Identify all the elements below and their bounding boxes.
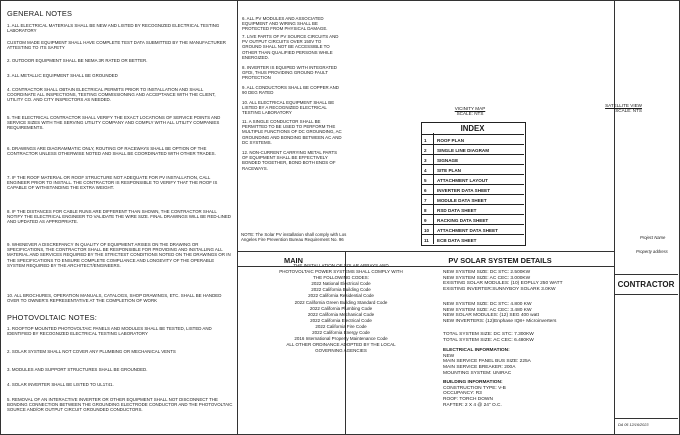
main-code-line: 2022 California Energy Code bbox=[312, 330, 370, 336]
electrical-info-heading: ELECTRICAL INFORMATION: bbox=[443, 348, 510, 353]
project-name: Project Name bbox=[640, 235, 666, 240]
pv-note-8: 8. INVERTER IS EQUIPED WITH INTEGRATED GFDI, THUS PROVIDING GROUND FAULT PROTECTION bbox=[242, 65, 337, 81]
general-note-6: 6. DRAWINGS ARE DIAGRAMMATIC ONLY, ROUTING OF RACEWAYS SHALL BE OPTION OF THE CONTRACTOR UNLESS OTHERWISE NOTED AND SHALL BE COORDINATED WITH OTHER TRADES. bbox=[7, 146, 216, 157]
satellite-view-scale: SCALE: NTS bbox=[615, 108, 642, 114]
pv-system-title: PV SOLAR SYSTEM DETAILS bbox=[448, 256, 552, 265]
vicinity-map-label: VICINITY MAP bbox=[454, 106, 486, 111]
general-note-8: 8. IF THE DISTANCES FOR CABLE RUNS ARE DIFFERENT THAN SHOWN, THE CONTRACTOR SHALL NOTIFY THE ELECTRICAL ENGINEER TO VALIDATE THE WIRE SIZE. FINAL DRAWINGS WILL BE RED-LINED AND UPDATED AS APPROPRIATE. bbox=[7, 209, 231, 225]
divider-title-block bbox=[614, 0, 615, 434]
index-title: INDEX bbox=[460, 124, 485, 133]
pv-note-6: 6. ALL PV MODULES AND ASSOCIATED EQUIPMENT AND WIRING SHALL BE PROTECTED FROM PHYSICAL DAMAGE. bbox=[242, 16, 328, 32]
general-note-2: 2. OUTDOOR EQUIPMENT SHALL BE NEMA 3R RATED OR BETTER. bbox=[7, 58, 148, 63]
main-code-line: THE FOLLOWING CODES: bbox=[313, 275, 369, 281]
index-row-number: 6 bbox=[424, 188, 427, 193]
pv-detail-line: NEW SYSTEM SIZE: AC CEC: 3.480 KW bbox=[443, 307, 532, 313]
property-address: Property address bbox=[636, 249, 668, 254]
pv-detail-line: NEW INVERTERS: (12)Enphase IQ8+ Microinverters bbox=[443, 319, 557, 325]
pv-detail-line: NEW SYSTEM SIZE: DC STC: 2.500KW bbox=[443, 270, 531, 275]
pv-note-2: 2. SOLAR SYSTEM SHALL NOT COVER ANY PLUMBING OR MECHANICAL VENTS bbox=[7, 349, 176, 354]
main-code-line: ALL OTHER ORDINANCE ADOPTED BY THE LOCAL bbox=[286, 342, 396, 348]
pv-detail-line: CONSTRUCTION TYPE: V-B bbox=[443, 385, 506, 391]
general-note-10: 10. ALL BROCHURES, OPERATION MANUALS, CATALOGS, SHOP DRAWINGS, ETC. SHALL BE HANDED OVER TO OWNER'S REPRESENTATIVE AT THE COMPLETION OF WORK bbox=[7, 293, 222, 304]
divider-main-top bbox=[237, 251, 614, 252]
main-code-line: PHOTOVOLTAIC POWER SYSTEMS SHALL COMPLY WITH bbox=[279, 269, 403, 275]
pv-detail-line: MAIN SERVICE PANEL BUS SIZE: 225A bbox=[443, 359, 531, 365]
index-row-number: 9 bbox=[424, 218, 427, 223]
photovoltaic-notes-heading: PHOTOVOLTAIC NOTES: bbox=[7, 313, 98, 322]
index-row-title: SITE PLAN bbox=[437, 168, 461, 173]
index-row-title: SIGNAGE bbox=[437, 158, 459, 163]
main-code-line: 2022 National Electrical Code bbox=[311, 281, 371, 287]
main-code-line: 2022 California Building Code bbox=[311, 287, 371, 293]
main-code-line: 2022 California Green Building Standard Code bbox=[294, 299, 388, 305]
pv-note-12: 12. NON-CURRENT CARRYING METAL PARTS OF EQUIPMENT SHALL BE EFFECTIVELY BONDED TOGETHER, BOND BOTH ENDS OF RACEWAYS. bbox=[242, 150, 338, 171]
pv-notes-column bbox=[237, 0, 345, 435]
vicinity-map-scale: SCALE: NTS bbox=[456, 111, 484, 117]
pv-note-1: 1. ROOFTOP MOUNTED PHOTOVOLTAIC PANELS AND MODULES SHALL BE TESTED, LISTED AND IDENTIFIED BY RECOGNIZED ELECTRICAL TESTING LABORATORY bbox=[7, 326, 212, 337]
contractor-bottom-line bbox=[614, 294, 678, 295]
vicinity-map-caption bbox=[440, 106, 500, 116]
pv-detail-line: NEW bbox=[443, 353, 455, 359]
pv-system-new bbox=[443, 302, 593, 325]
contractor-top-line bbox=[614, 274, 678, 275]
pv-detail-line: EXISTING INVERTER:SUNNYBOY SOLARK 3.0KW bbox=[443, 287, 556, 293]
main-code-line: 2022 California Electrical Code bbox=[310, 317, 372, 323]
date-top-line bbox=[614, 418, 678, 419]
index-row-title: ATTACHMENT DATA SHEET bbox=[437, 228, 498, 233]
index-row-title: MODULE DATA SHEET bbox=[437, 198, 487, 203]
index-row-title: INVERTER DATA SHEET bbox=[437, 188, 490, 193]
index-row-number: 1 bbox=[424, 138, 427, 143]
pv-note-5: 5. REMOVAL OF AN INTERACTIVE INVERTER OR OTHER EQUIPMENT SHALL NOT DISCONNECT THE BONDING CONNECTION BETWEEN THE GROUNDING ELECTRODE CONDUCTOR AND THE PHOTOVOLTAIC SOURCE AND/OR OUTPUT CIRCUIT GROUNDED CONDUCTORS. bbox=[7, 397, 233, 413]
general-notes-column bbox=[0, 0, 238, 435]
pv-note-11: 11. A SINGLE CONDUCTOR SHALL BE PERMITTED TO BE USED TO PERFORM THE MULTIPLE FUNCTIONS OF DC GROUNDING, AC GROUNDING AND BONDING BETWEEN AC AND DC SYSTEMS. bbox=[242, 119, 342, 145]
index-row-number: 7 bbox=[424, 198, 427, 203]
main-code-line: 2022 California Plumbing Code bbox=[309, 305, 373, 311]
pv-note-10: 10. ALL ELECTRICAL EQUIPMENT SHALL BE LISTED BY A RECOGNIZED ELECTRICAL TESTING LABORATORY bbox=[242, 100, 335, 116]
index-row-title: RSD DATA SHEET bbox=[437, 208, 477, 213]
index-row-number: 10 bbox=[424, 228, 430, 233]
pv-detail-line: NEW SYSTEM SIZE: AC CEC: 3.000KW bbox=[443, 275, 531, 281]
main-code-line: GOVERNING AGENCIES bbox=[315, 348, 367, 354]
pv-detail-line: EXISTING SOLAR MODULES: (10) EOPLLY 250 WATT bbox=[443, 281, 563, 287]
pv-electrical-info bbox=[443, 348, 593, 377]
pv-detail-line: MOUNTING SYSTEM: UNIRAC bbox=[443, 370, 512, 376]
index-row-title: ROOF PLAN bbox=[437, 138, 465, 143]
contractor-label: CONTRACTOR bbox=[617, 280, 675, 289]
index-row-title: ATTACHMENT LAYOUT bbox=[437, 178, 488, 183]
index-row bbox=[421, 234, 524, 245]
pv-detail-line: NEW SYSTEM SIZE: DC STC: 4.800 KW bbox=[443, 302, 532, 307]
pv-detail-line: MAIN SERVICE BREAKER: 200A bbox=[443, 365, 516, 371]
pv-detail-line: OCCUPANCY: R3 bbox=[443, 391, 482, 397]
pv-note-4: 4. SOLAR INVERTER SHALL BE LISTED TO UL1741. bbox=[7, 382, 114, 387]
main-code-line: 2016 International Property Maintenance Code bbox=[294, 336, 388, 342]
index-row-title: ECB DATA SHEET bbox=[437, 238, 477, 243]
main-code-line: 2022 California Residential Code bbox=[308, 293, 374, 299]
main-section-title: MAIN bbox=[284, 256, 303, 265]
revision-date: DA 05 12/16/2023 bbox=[618, 423, 649, 427]
satellite-view-label: SATELLITE VIEW bbox=[605, 103, 642, 108]
pv-system-total bbox=[443, 332, 593, 343]
general-note-5: 5. THE ELECTRICAL CONTRACTOR SHALL VERIFY THE EXACT LOCATIONS OF SERVICE POINTS AND SERVICE SIZES WITH THE SERVING UTILITY COMPANY AND COMPLY WITH ALL UTILITY COMPANIES REQUIREMENTS. bbox=[7, 115, 221, 131]
pv-detail-line: NEW SOLAR MODULES: (12) SEG 400 watt bbox=[443, 313, 539, 319]
general-note-1: 1. ALL ELECTRICAL MATERIALS SHALL BE NEW AND LISTED BY RECOGNIZED ELECTRICAL TESTING LABORATORY bbox=[7, 23, 220, 34]
general-note-3: 3. ALL METALLIC EQUIPMENT SHALL BE GROUNDED bbox=[7, 73, 118, 78]
pv-note-9: 9. ALL CONDUCTORS SHALL BE COPPER AND 90 DEG RATED bbox=[242, 85, 339, 96]
index-row-number: 2 bbox=[424, 148, 427, 153]
index-row-title: SINGLE LINE DIAGRAM bbox=[437, 148, 490, 153]
fire-bureau-note: NOTE: The Solar PV installation shall comply with Los Angeles Fire Prevention Bureau Requirement No. 96 bbox=[241, 232, 347, 243]
index-row-title: RACKING DATA SHEET bbox=[437, 218, 489, 223]
main-code-list bbox=[246, 263, 436, 354]
index-row-number: 11 bbox=[424, 238, 429, 243]
index-row-number: 8 bbox=[424, 208, 427, 213]
general-notes-heading: GENERAL NOTES bbox=[7, 9, 73, 18]
index-row-number: 4 bbox=[424, 168, 427, 173]
pv-note-7: 7. LIVE PARTS OF PV SOURCE CIRCUITS AND PV OUTPUT CIRCUITS OVER 150V TO GROUND SHALL NOT BE ACCESSIBLE TO OTHER THAN QUALIFIED PERSONS WHILE ENERGIZED. bbox=[242, 34, 339, 60]
general-note-4: 4. CONTRACTOR SHALL OBTAIN ELECTRICAL PERMITS PRIOR TO INSTALLATION AND SHALL COORDINATE ALL INSPECTIONS, TESTING COMMISSIONING AND ACCEPTANCE WITH THE CLIENT, UTILITY CO. AND CITY INSPECTORS AS NEEDED. bbox=[7, 87, 216, 103]
general-note-9: 9. WHENEVER A DISCREPANCY IN QUALITY OF EQUIPMENT ARISES ON THE DRAWING OR SPECIFICATIONS, THE CONTRACTOR SHALL BE RESPONSIBLE FOR PROVIDING AND INSTALLING ALL MATERIAL AND SERVICES REQUIRED BY THE STRICTEST CONDITIONS NOTED ON THE DRAWINGS OR IN THE SPECIFICATIONS TO ENSURE COMPLETE COMPLIANCE AND LONGEVITY OF THE OPERABLE SYSTEM REQUIRED BY THE ARCHITECT/ENGINEERS. bbox=[7, 242, 231, 268]
main-code-line: 2022 California Mechanical Code bbox=[307, 311, 375, 317]
index-row-number: 3 bbox=[424, 158, 427, 163]
pv-detail-line: TOTAL SYSTEM SIZE: DC STC: 7.300KW bbox=[443, 332, 534, 337]
satellite-view-caption bbox=[582, 103, 642, 113]
pv-system-existing bbox=[443, 270, 593, 293]
general-note-7: 7. IF THE ROOF MATERIAL OR ROOF STRUCTURE NOT ADEQUATE FOR PV INSTALLATION, CALL ENGINEER PRIOR TO INSTALL. THE CONTRACTOR IS RESPONSIBLE TO VERIFY THAT THE ROOF IS CAPABLE OF WITHSTANDING THE EXTRA WEIGHT. bbox=[7, 175, 218, 191]
pv-detail-line: TOTAL SYSTEM SIZE: AC CEC: 6.480KW bbox=[443, 337, 534, 343]
main-code-line: 2022 California Fire Code bbox=[315, 323, 367, 329]
main-code-line: THE INSTALLATION OF SOLAR ARRAYS AND bbox=[293, 263, 389, 268]
pv-detail-line: ROOF: TORCH DOWN bbox=[443, 397, 493, 403]
pv-note-3: 3. MODULES AND SUPPORT STRUCTURES SHALL BE GROUNDED. bbox=[7, 367, 148, 372]
index-row-number: 5 bbox=[424, 178, 427, 183]
pv-building-info bbox=[443, 380, 593, 409]
building-info-heading: BUILDING INFORMATION: bbox=[443, 380, 503, 385]
pv-detail-line: RAFTER: 2 X 4 @ 24" O.C. bbox=[443, 402, 502, 408]
general-note-1b: CUSTOM MADE EQUIPMENT SHALL HAVE COMPLETE TEST DATA SUBMITTED BY THE MANUFACTURER ATTESTING TO ITS SAFETY bbox=[7, 40, 226, 51]
